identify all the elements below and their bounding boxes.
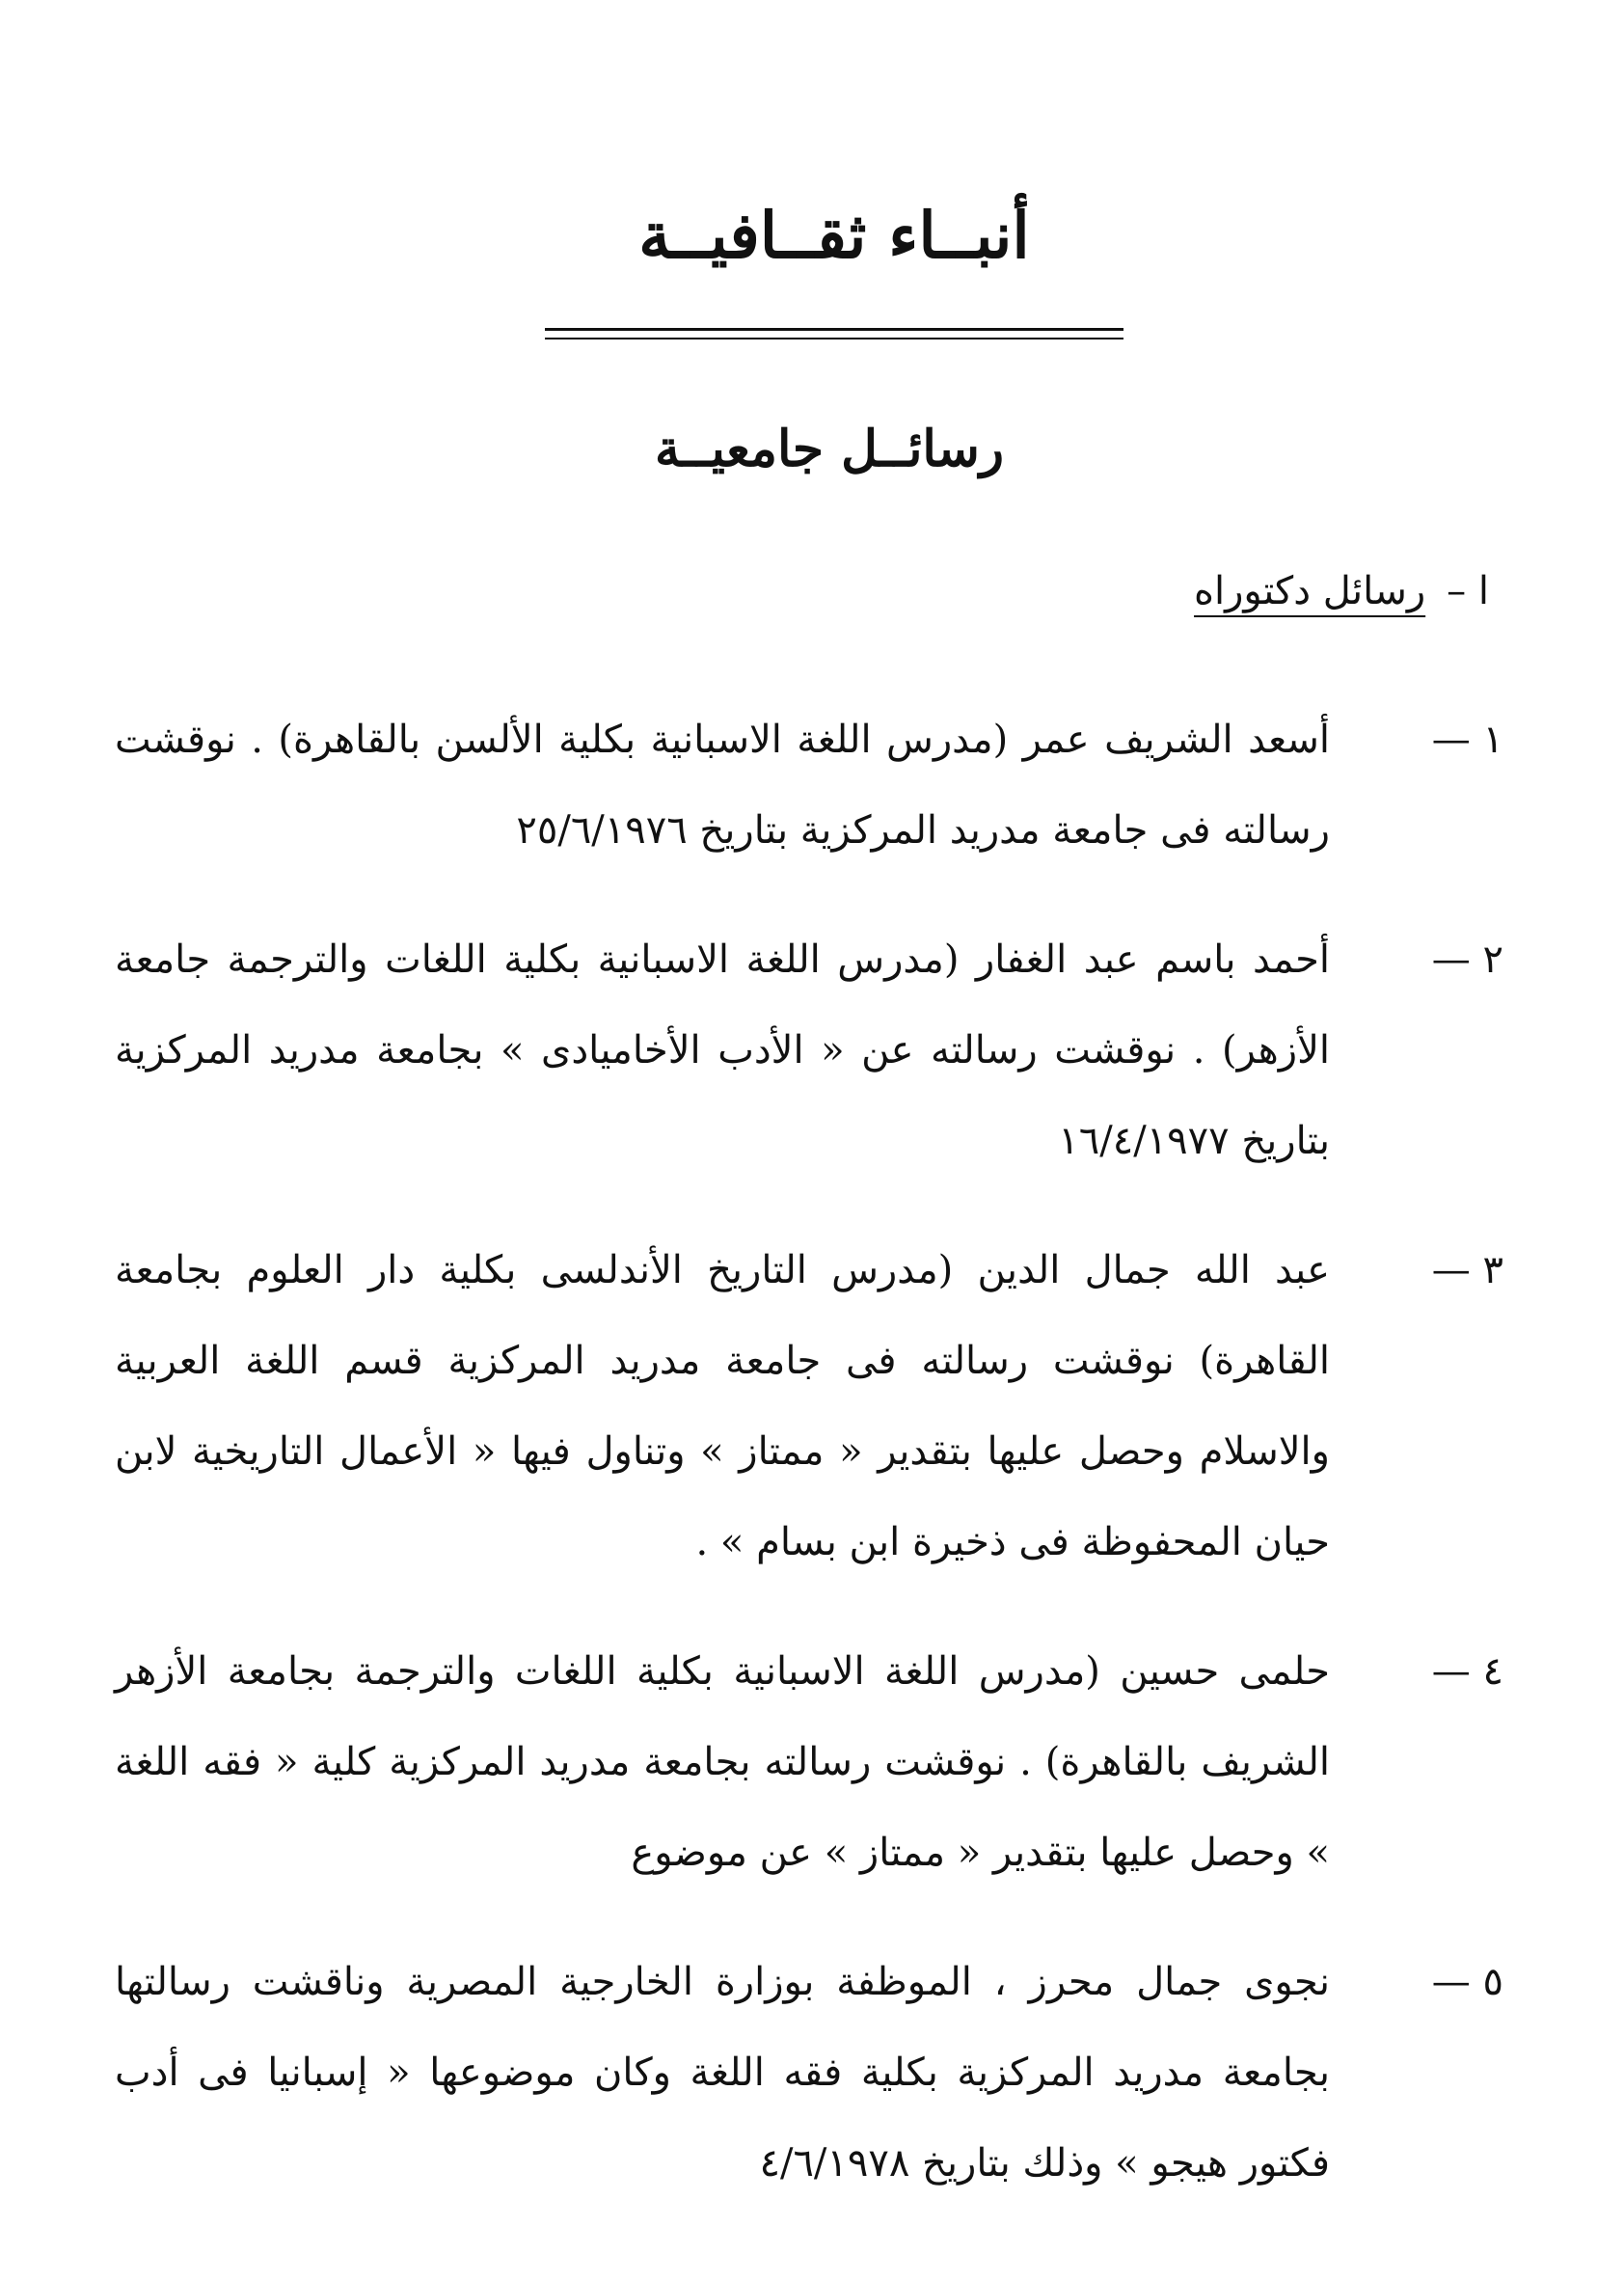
section-number: ا – [1447,569,1489,613]
entry-number: ٥ — [1431,1960,1503,2004]
list-item [115,694,1503,876]
entry-text: أحمد باسم عبد الغفار (مدرس اللغة الاسبانية بكلية اللغات والترجمة جامعة الأزهر) . نوقشت رسالته عن « الأدب الأخاميادى » بجامعة مدريد المركزية بتاريخ ١٦/٤/١٩٧٧ [115,937,1330,1163]
list-item [115,1937,1503,2209]
entry-number: ٤ — [1431,1649,1503,1694]
entry-text: حلمى حسين (مدرس اللغة الاسبانية بكلية اللغات والترجمة بجامعة الأزهر الشريف بالقاهرة) . نوقشت رسالته بجامعة مدريد المركزية كلية « فقه اللغة » وحصل عليها بتقدير « ممتاز » عن موضوع [115,1649,1330,1875]
list-item [115,1225,1503,1588]
list-item [115,1626,1503,1898]
entry-text: نجوى جمال محرز ، الموظفة بوزارة الخارجية المصرية وناقشت رسالتها بجامعة مدريد المركزية بكلية فقه اللغة وكان موضوعها « إسبانيا فى أدب فكتور هيجو » وذلك بتاريخ ٤/٦/١٩٧٨ [115,1960,1330,2186]
title-double-rule [545,328,1123,339]
entry-number: ٢ — [1431,937,1503,982]
section-header [1194,564,1489,618]
section-heading: رسائل دكتوراه [1194,569,1426,613]
entry-number: ١ — [1431,718,1503,762]
title-rule-line-top [545,328,1123,331]
page-title: أنبــاء ثقــافيــة [638,198,1030,273]
entry-number: ٣ — [1431,1248,1503,1292]
entry-text: عبد الله جمال الدين (مدرس التاريخ الأندلسى بكلية دار العلوم بجامعة القاهرة) نوقشت رسالته فى جامعة مدريد المركزية قسم اللغة العربية والاسلام وحصل عليها بتقدير « ممتاز » وتناول فيها « الأعمال التاريخية لابن حيان المحفوظة فى ذخيرة ابن بسام » . [115,1248,1330,1564]
title-rule-line-bottom [545,338,1123,339]
entries-list [115,694,1503,2247]
list-item [115,914,1503,1186]
page-subtitle: رسائــل جامعيــة [655,420,1004,478]
entry-text: أسعد الشريف عمر (مدرس اللغة الاسبانية بكلية الألسن بالقاهرة) . نوقشت رسالته فى جامعة مدريد المركزية بتاريخ ٢٥/٦/١٩٧٦ [115,718,1330,853]
